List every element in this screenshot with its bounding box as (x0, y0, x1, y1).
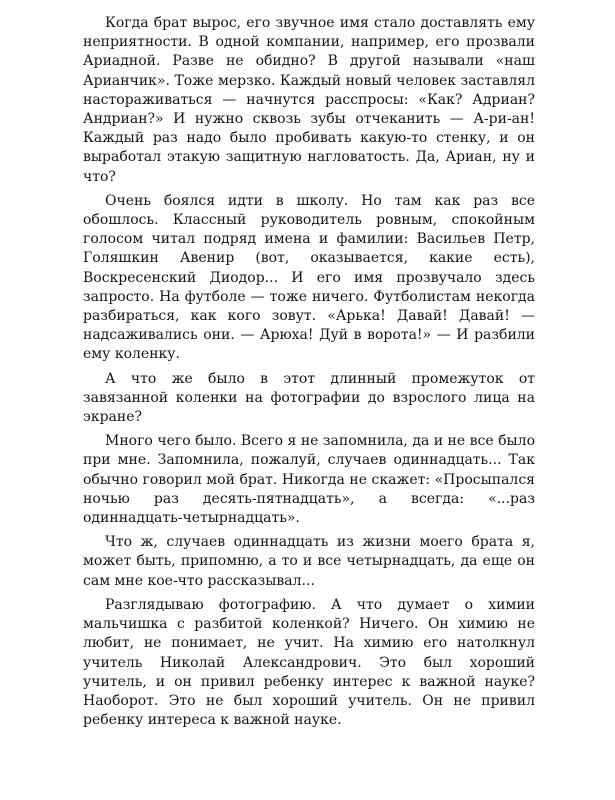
book-page-text (83, 14, 535, 735)
paragraph-6: Разглядываю фотографию. А что думает о химии мальчишка с разбитой коленкой? Ничего. Он химию не любит, не понимает, не учит. На химию его натолкнул учитель Николай Александрович. Это был хороший учитель, и он привил ребенку интерес к важной науке? Наоборот. Это не был хороший учитель. Он не привил ребенку интереса к важной науке. (83, 596, 535, 729)
paragraph-4: Много чего было. Всего я не запомнила, да и не все было при мне. Запомнила, пожалуй, случаев одиннадцать... Так обычно говорил мой брат. Никогда не скажет: «Просыпался ночью раз десять-пятнадцать», а всегда: «...раз одиннадцать-четырнадцать». (83, 433, 535, 527)
paragraph-1: Когда брат вырос, его звучное имя стало доставлять ему неприятности. В одной компании, например, его прозвали Ариадной. Разве не обидно? В другой называли «наш Арианчик». Тоже мерзко. Каждый новый человек заставлял настораживаться — начнутся расспросы: «Как? Адриан? Андриан?» И нужно сквозь зубы отчеканить — А-ри-ан! Каждый раз надо было пробивать какую-то стенку, и он выработал этакую защитную нагловатость. Да, Ариан, ну и что? (83, 15, 535, 185)
paragraph-5: Что ж, случаев одиннадцать из жизни моего брата я, может быть, припомню, а то и все четырнадцать, да еще он сам мне кое-что рассказывал... (83, 534, 535, 589)
paragraph-2: Очень боялся идти в школу. Но там как раз все обошлось. Классный руководитель ровным, спокойным голосом читал подряд имена и фамилии: Васильев Петр, Голяшкин Авенир (вот, оказывается, какие есть), Воскресенский Диодор... И его имя прозвучало здесь запросто. На футболе — тоже ничего. Футболистам некогда разбираться, как кого зовут. «Арька! Давай! Давай! — надсаживались они. — Арюха! Дуй в ворота!» — И разбили ему коленку. (83, 192, 535, 363)
paragraph-3: А что же было в этот длинный промежуток от завязанной коленки на фотографии до взрослого лица на экране? (83, 370, 535, 426)
